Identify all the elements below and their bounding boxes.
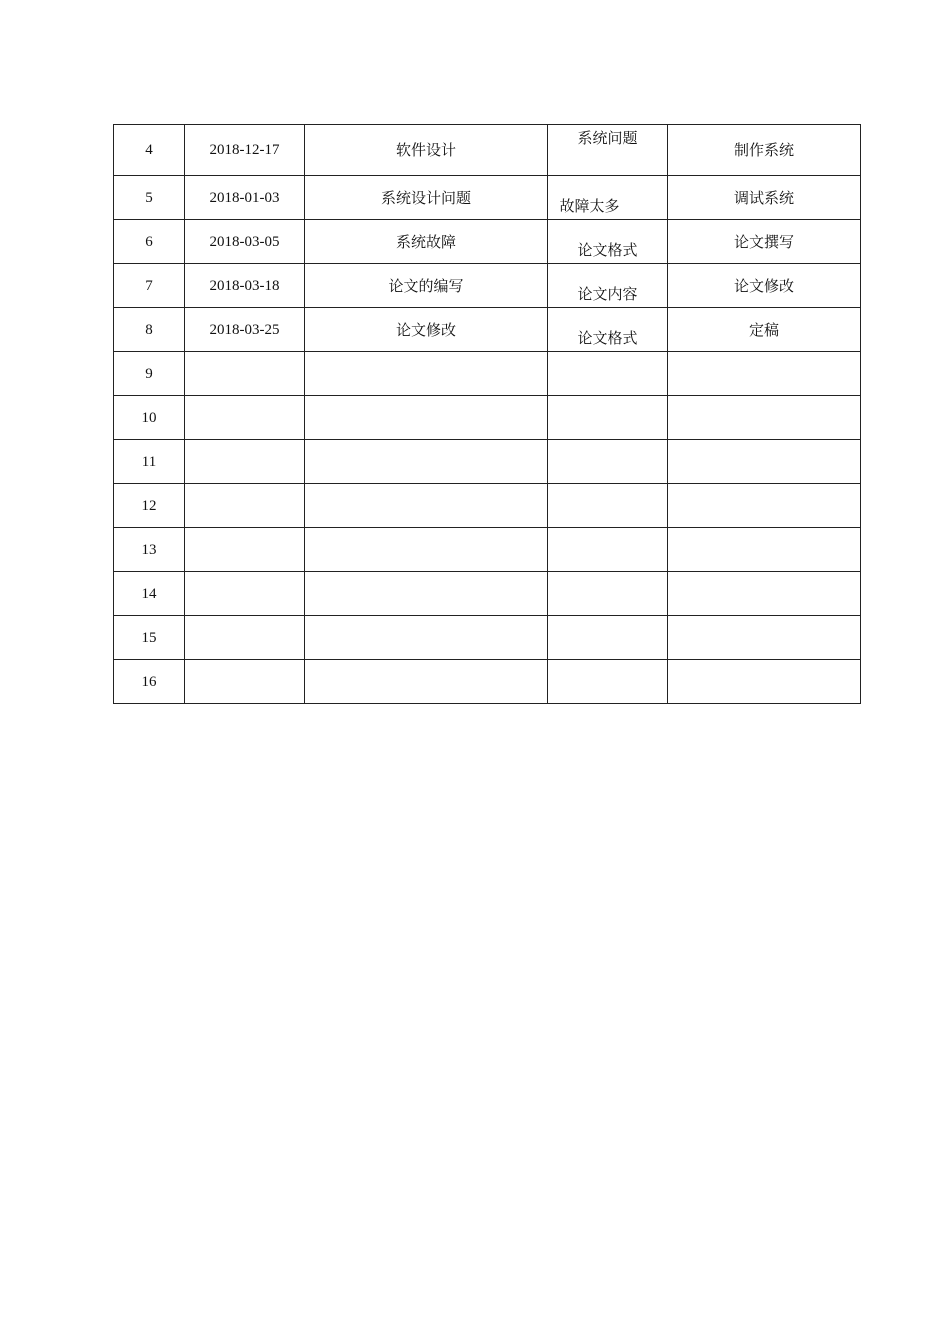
row-date xyxy=(185,396,305,440)
progress-log-table xyxy=(113,124,861,704)
row-problem: 论文格式 xyxy=(577,328,638,347)
row-date xyxy=(185,352,305,396)
table-row xyxy=(114,220,861,264)
row-number: 8 xyxy=(114,308,185,352)
row-date xyxy=(185,660,305,704)
row-plan: 定稿 xyxy=(668,308,861,352)
row-date: 2018-03-18 xyxy=(185,264,305,308)
row-problem xyxy=(548,440,668,484)
row-problem: 系统问题 xyxy=(577,129,638,147)
row-content xyxy=(305,484,548,528)
row-content xyxy=(305,572,548,616)
row-number: 5 xyxy=(114,176,185,220)
row-problem xyxy=(548,572,668,616)
row-plan: 论文撰写 xyxy=(668,220,861,264)
row-date xyxy=(185,440,305,484)
table-row xyxy=(114,440,861,484)
row-problem xyxy=(548,484,668,528)
row-content: 系统设计问题 xyxy=(305,176,548,220)
row-number: 16 xyxy=(114,660,185,704)
row-date: 2018-03-25 xyxy=(185,308,305,352)
row-plan xyxy=(668,440,861,484)
row-date xyxy=(185,616,305,660)
table-row xyxy=(114,125,861,176)
row-plan xyxy=(668,572,861,616)
table-row xyxy=(114,352,861,396)
row-problem-cell xyxy=(548,220,668,264)
row-content xyxy=(305,396,548,440)
table-row xyxy=(114,572,861,616)
row-content: 论文的编写 xyxy=(305,264,548,308)
row-date: 2018-01-03 xyxy=(185,176,305,220)
row-plan: 论文修改 xyxy=(668,264,861,308)
row-content xyxy=(305,528,548,572)
row-plan xyxy=(668,484,861,528)
row-number: 14 xyxy=(114,572,185,616)
table-row xyxy=(114,660,861,704)
table-row xyxy=(114,528,861,572)
row-content xyxy=(305,352,548,396)
row-content: 系统故障 xyxy=(305,220,548,264)
row-plan xyxy=(668,352,861,396)
table-row xyxy=(114,176,861,220)
row-date: 2018-12-17 xyxy=(185,125,305,176)
row-problem-cell xyxy=(548,176,668,220)
row-plan xyxy=(668,528,861,572)
row-problem xyxy=(548,660,668,704)
row-number: 10 xyxy=(114,396,185,440)
table-row xyxy=(114,264,861,308)
table-row xyxy=(114,616,861,660)
row-date xyxy=(185,484,305,528)
row-problem-cell xyxy=(548,308,668,352)
row-number: 13 xyxy=(114,528,185,572)
row-content xyxy=(305,440,548,484)
table-row xyxy=(114,308,861,352)
row-date: 2018-03-05 xyxy=(185,220,305,264)
row-content xyxy=(305,660,548,704)
row-number: 11 xyxy=(114,440,185,484)
row-number: 9 xyxy=(114,352,185,396)
row-plan xyxy=(668,660,861,704)
row-number: 12 xyxy=(114,484,185,528)
row-problem: 论文内容 xyxy=(577,284,638,303)
row-plan xyxy=(668,396,861,440)
row-problem: 故障太多 xyxy=(559,196,620,215)
table-row xyxy=(114,396,861,440)
row-plan xyxy=(668,616,861,660)
row-problem-cell xyxy=(548,125,668,176)
row-problem xyxy=(548,352,668,396)
row-content xyxy=(305,616,548,660)
row-problem-cell xyxy=(548,264,668,308)
row-number: 15 xyxy=(114,616,185,660)
row-plan: 制作系统 xyxy=(668,125,861,176)
row-problem xyxy=(548,396,668,440)
row-number: 4 xyxy=(114,125,185,176)
row-plan: 调试系统 xyxy=(668,176,861,220)
row-number: 7 xyxy=(114,264,185,308)
row-problem xyxy=(548,528,668,572)
row-content: 软件设计 xyxy=(305,125,548,176)
row-date xyxy=(185,572,305,616)
row-content: 论文修改 xyxy=(305,308,548,352)
row-number: 6 xyxy=(114,220,185,264)
row-date xyxy=(185,528,305,572)
row-problem xyxy=(548,616,668,660)
table-row xyxy=(114,484,861,528)
row-problem: 论文格式 xyxy=(577,240,638,259)
